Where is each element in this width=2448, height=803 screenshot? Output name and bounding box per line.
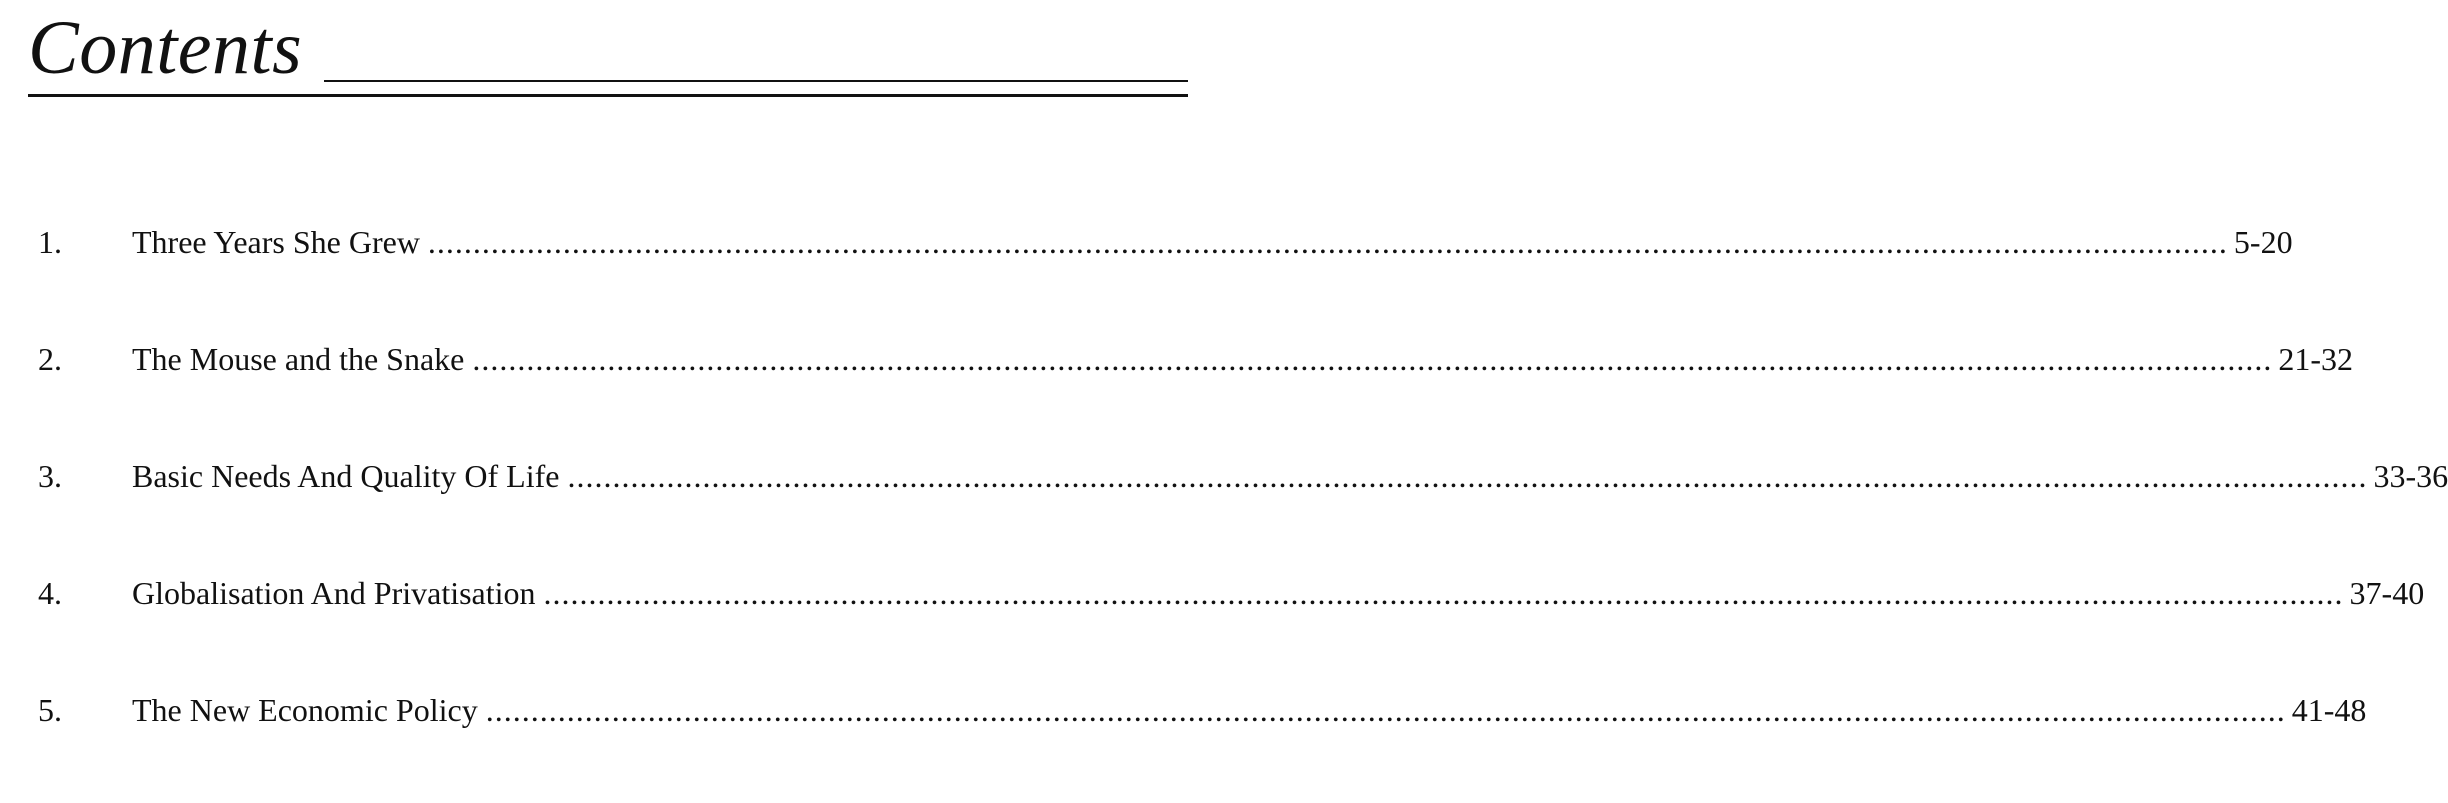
toc-entry-pages: 21-32 [2278, 341, 2354, 377]
contents-header [28, 6, 1188, 102]
toc-entry-title: The Mouse and the Snake [132, 341, 465, 377]
toc-entry-pages: 41-48 [2291, 692, 2367, 728]
toc-entry-number: 1. [38, 224, 62, 260]
toc-entry-number: 2. [38, 341, 62, 377]
toc-entry-number: 5. [38, 692, 62, 728]
toc-entry[interactable] [38, 335, 2354, 452]
dot-leader: ........................................................................................................................................................................................................ [427, 224, 2228, 260]
toc-entry-title: The New Economic Policy [132, 692, 478, 728]
toc-entry-number: 3. [38, 458, 62, 494]
table-of-contents [38, 218, 2448, 803]
dot-leader: ........................................................................................................................................................................................................ [567, 458, 2368, 494]
toc-entry-title: Globalisation And Privatisation [132, 575, 536, 611]
toc-entry-title: Three Years She Grew [132, 224, 420, 260]
toc-entry-number: 4. [38, 575, 62, 611]
dot-leader: ........................................................................................................................................................................................................ [485, 692, 2286, 728]
toc-entry[interactable] [38, 218, 2293, 335]
toc-entry[interactable] [38, 569, 2425, 686]
toc-entry-pages: 37-40 [2349, 575, 2425, 611]
page-title: Contents [28, 6, 303, 90]
toc-entry-pages: 5-20 [2233, 224, 2293, 260]
toc-entry[interactable] [38, 452, 2448, 569]
title-underline-thick [28, 94, 1188, 97]
dot-leader: ........................................................................................................................................................................................................ [472, 341, 2273, 377]
title-underline-thin [324, 80, 1188, 82]
toc-entry[interactable] [38, 686, 2367, 803]
toc-entry-pages: 33-36 [2373, 458, 2448, 494]
dot-leader: ........................................................................................................................................................................................................ [543, 575, 2344, 611]
toc-entry-title: Basic Needs And Quality Of Life [132, 458, 560, 494]
